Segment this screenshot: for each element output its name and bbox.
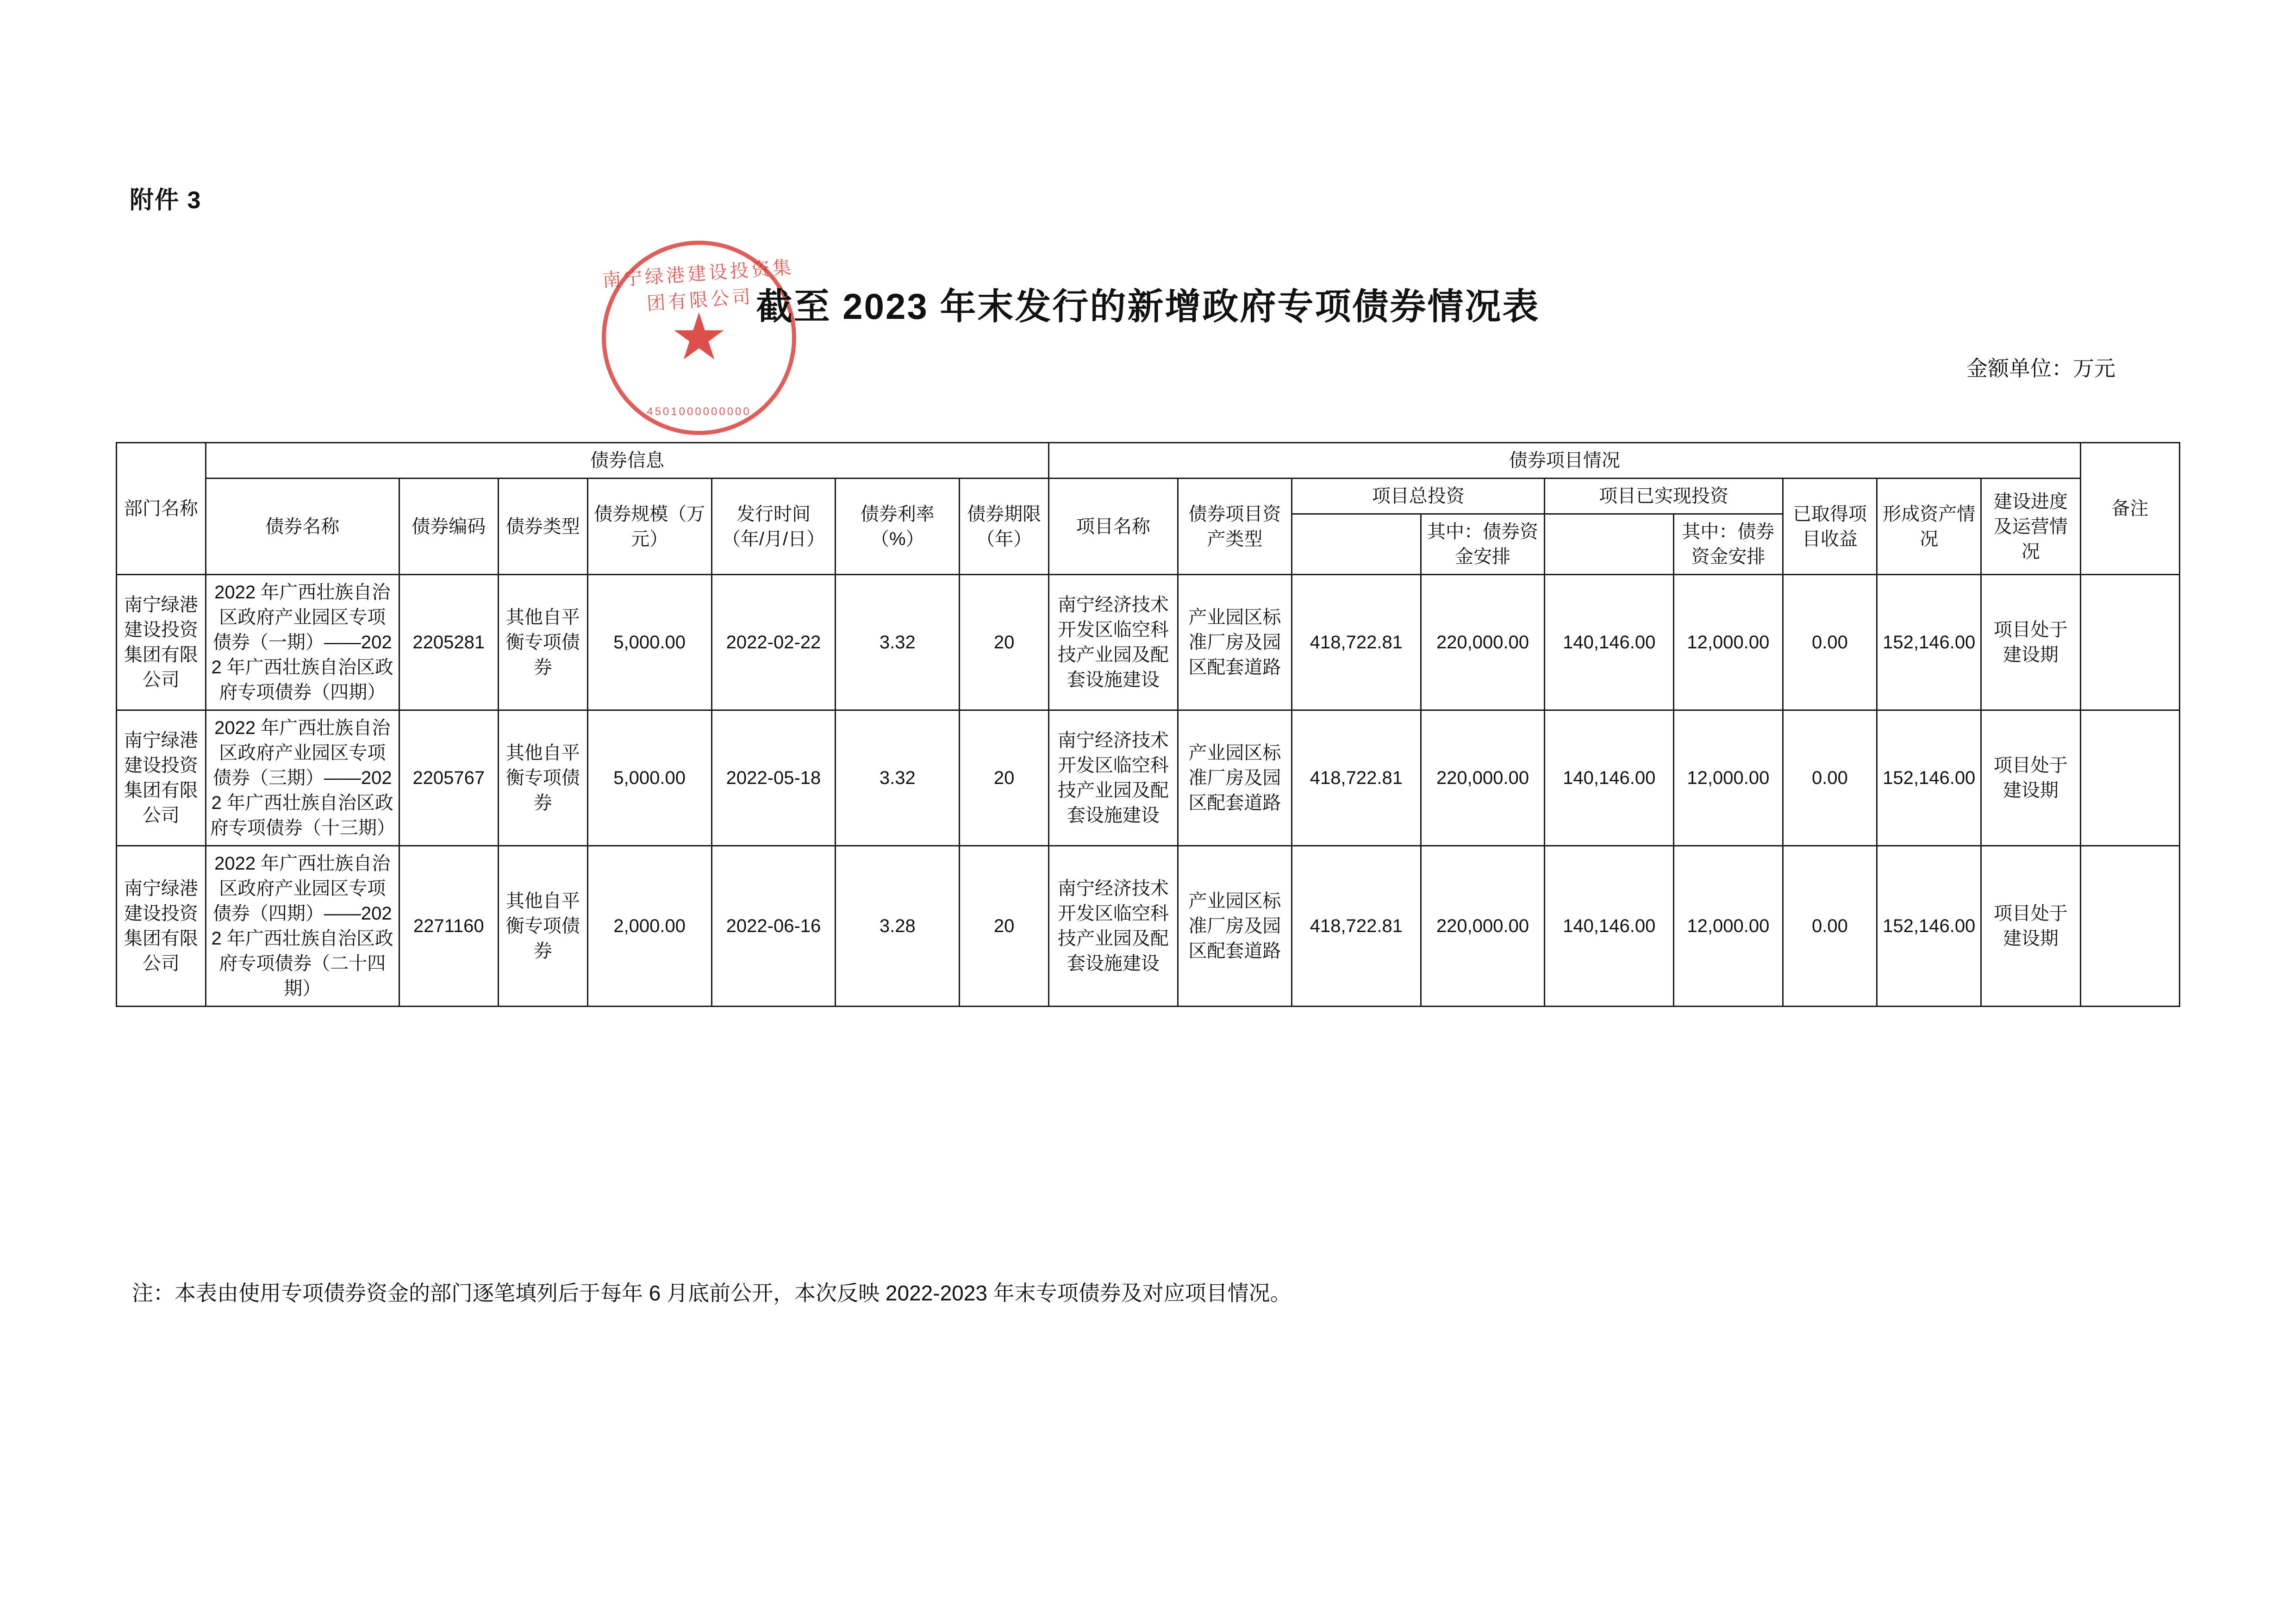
header-total-investment-blank bbox=[1292, 514, 1421, 575]
cell-asset-type: 产业园区标准厂房及园区配套道路 bbox=[1178, 575, 1292, 710]
cell-bond-type: 其他自平衡专项债券 bbox=[498, 710, 587, 846]
cell-income: 0.00 bbox=[1783, 575, 1877, 710]
cell-total-investment: 418,722.81 bbox=[1292, 575, 1421, 710]
table-footnote: 注：本表由使用专项债券资金的部门逐笔填列后于每年 6 月底前公开，本次反映 2022-2023 年末专项债券及对应项目情况。 bbox=[132, 1281, 1292, 1305]
header-group-bond-info: 债券信息 bbox=[206, 443, 1048, 479]
cell-bond-name: 2022 年广西壮族自治区政府产业园区专项债券（一期）——2022 年广西壮族自治区政府专项债券（四期） bbox=[206, 575, 399, 710]
page-title: 截至 2023 年末发行的新增政府专项债券情况表 bbox=[756, 286, 1540, 327]
cell-term: 20 bbox=[960, 710, 1049, 846]
cell-bond-code: 2205767 bbox=[399, 710, 498, 846]
cell-remark bbox=[2080, 846, 2179, 1007]
seal-star-icon: ★ bbox=[670, 302, 728, 373]
cell-bond-scale: 5,000.00 bbox=[587, 575, 711, 710]
cell-realized-investment: 140,146.00 bbox=[1545, 710, 1674, 846]
header-dept: 部门名称 bbox=[117, 443, 206, 575]
header-issue-date: 发行时间（年/月/日） bbox=[711, 479, 836, 575]
cell-formed-assets: 152,146.00 bbox=[1877, 710, 1981, 846]
header-group-project-info: 债券项目情况 bbox=[1049, 443, 2080, 479]
cell-project-name: 南宁经济技术开发区临空科技产业园及配套设施建设 bbox=[1049, 710, 1178, 846]
cell-bond-scale: 2,000.00 bbox=[587, 846, 711, 1007]
cell-dept: 南宁绿港建设投资集团有限公司 bbox=[117, 710, 206, 846]
cell-total-investment-sub: 220,000.00 bbox=[1421, 846, 1545, 1007]
cell-interest-rate: 3.28 bbox=[836, 846, 960, 1007]
cell-progress: 项目处于建设期 bbox=[1981, 710, 2080, 846]
header-realized-investment: 项目已实现投资 bbox=[1545, 479, 1783, 514]
cell-dept: 南宁绿港建设投资集团有限公司 bbox=[117, 575, 206, 710]
header-bond-code: 债券编码 bbox=[399, 479, 498, 575]
header-project-name: 项目名称 bbox=[1049, 479, 1178, 575]
cell-bond-name: 2022 年广西壮族自治区政府产业园区专项债券（四期）——2022 年广西壮族自治区政府专项债券（二十四期） bbox=[206, 846, 399, 1007]
seal-ring bbox=[602, 241, 796, 435]
cell-total-investment: 418,722.81 bbox=[1292, 846, 1421, 1007]
table-header-row bbox=[117, 479, 2180, 514]
seal-top-text: 南宁绿港建设投资集团有限公司 bbox=[602, 257, 795, 314]
cell-total-investment: 418,722.81 bbox=[1292, 710, 1421, 846]
cell-income: 0.00 bbox=[1783, 710, 1877, 846]
cell-bond-name: 2022 年广西壮族自治区政府产业园区专项债券（三期）——2022 年广西壮族自治区政府专项债券（十三期） bbox=[206, 710, 399, 846]
cell-realized-investment-sub: 12,000.00 bbox=[1674, 846, 1783, 1007]
header-progress: 建设进度及运营情况 bbox=[1981, 479, 2080, 575]
header-realized-investment-sub: 其中：债券资金安排 bbox=[1674, 514, 1783, 575]
cell-issue-date: 2022-05-18 bbox=[711, 710, 836, 846]
header-bond-type: 债券类型 bbox=[498, 479, 587, 575]
header-formed-assets: 形成资产情况 bbox=[1877, 479, 1981, 575]
cell-formed-assets: 152,146.00 bbox=[1877, 846, 1981, 1007]
cell-progress: 项目处于建设期 bbox=[1981, 846, 2080, 1007]
header-bond-name: 债券名称 bbox=[206, 479, 399, 575]
seal-bottom-text: 4501000000000 bbox=[647, 405, 751, 418]
table-row bbox=[117, 575, 2180, 710]
header-income: 已取得项目收益 bbox=[1783, 479, 1877, 575]
cell-interest-rate: 3.32 bbox=[836, 575, 960, 710]
cell-remark bbox=[2080, 710, 2179, 846]
cell-asset-type: 产业园区标准厂房及园区配套道路 bbox=[1178, 710, 1292, 846]
cell-issue-date: 2022-06-16 bbox=[711, 846, 836, 1007]
cell-remark bbox=[2080, 575, 2179, 710]
cell-term: 20 bbox=[960, 575, 1049, 710]
cell-bond-type: 其他自平衡专项债券 bbox=[498, 846, 587, 1007]
bond-table bbox=[116, 442, 2180, 1007]
cell-realized-investment-sub: 12,000.00 bbox=[1674, 575, 1783, 710]
cell-term: 20 bbox=[960, 846, 1049, 1007]
cell-progress: 项目处于建设期 bbox=[1981, 575, 2080, 710]
official-seal-stamp bbox=[602, 241, 796, 435]
cell-issue-date: 2022-02-22 bbox=[711, 575, 836, 710]
table-header-group-row bbox=[117, 443, 2180, 479]
header-interest-rate: 债券利率（%） bbox=[836, 479, 960, 575]
header-asset-type: 债券项目资产类型 bbox=[1178, 479, 1292, 575]
cell-total-investment-sub: 220,000.00 bbox=[1421, 710, 1545, 846]
header-term: 债券期限（年） bbox=[960, 479, 1049, 575]
cell-asset-type: 产业园区标准厂房及园区配套道路 bbox=[1178, 846, 1292, 1007]
table-row bbox=[117, 710, 2180, 846]
cell-realized-investment-sub: 12,000.00 bbox=[1674, 710, 1783, 846]
cell-income: 0.00 bbox=[1783, 846, 1877, 1007]
cell-formed-assets: 152,146.00 bbox=[1877, 575, 1981, 710]
cell-bond-code: 2205281 bbox=[399, 575, 498, 710]
header-remark: 备注 bbox=[2080, 443, 2179, 575]
cell-bond-code: 2271160 bbox=[399, 846, 498, 1007]
header-realized-investment-blank bbox=[1545, 514, 1674, 575]
table-row bbox=[117, 846, 2180, 1007]
cell-dept: 南宁绿港建设投资集团有限公司 bbox=[117, 846, 206, 1007]
cell-interest-rate: 3.32 bbox=[836, 710, 960, 846]
cell-project-name: 南宁经济技术开发区临空科技产业园及配套设施建设 bbox=[1049, 846, 1178, 1007]
cell-bond-scale: 5,000.00 bbox=[587, 710, 711, 846]
header-total-investment-sub: 其中：债券资金安排 bbox=[1421, 514, 1545, 575]
cell-bond-type: 其他自平衡专项债券 bbox=[498, 575, 587, 710]
header-total-investment: 项目总投资 bbox=[1292, 479, 1545, 514]
header-bond-scale: 债券规模（万元） bbox=[587, 479, 711, 575]
cell-total-investment-sub: 220,000.00 bbox=[1421, 575, 1545, 710]
cell-realized-investment: 140,146.00 bbox=[1545, 575, 1674, 710]
amount-unit-note: 金额单位：万元 bbox=[1966, 356, 2115, 380]
cell-project-name: 南宁经济技术开发区临空科技产业园及配套设施建设 bbox=[1049, 575, 1178, 710]
attachment-label: 附件 3 bbox=[130, 187, 202, 214]
cell-realized-investment: 140,146.00 bbox=[1545, 846, 1674, 1007]
